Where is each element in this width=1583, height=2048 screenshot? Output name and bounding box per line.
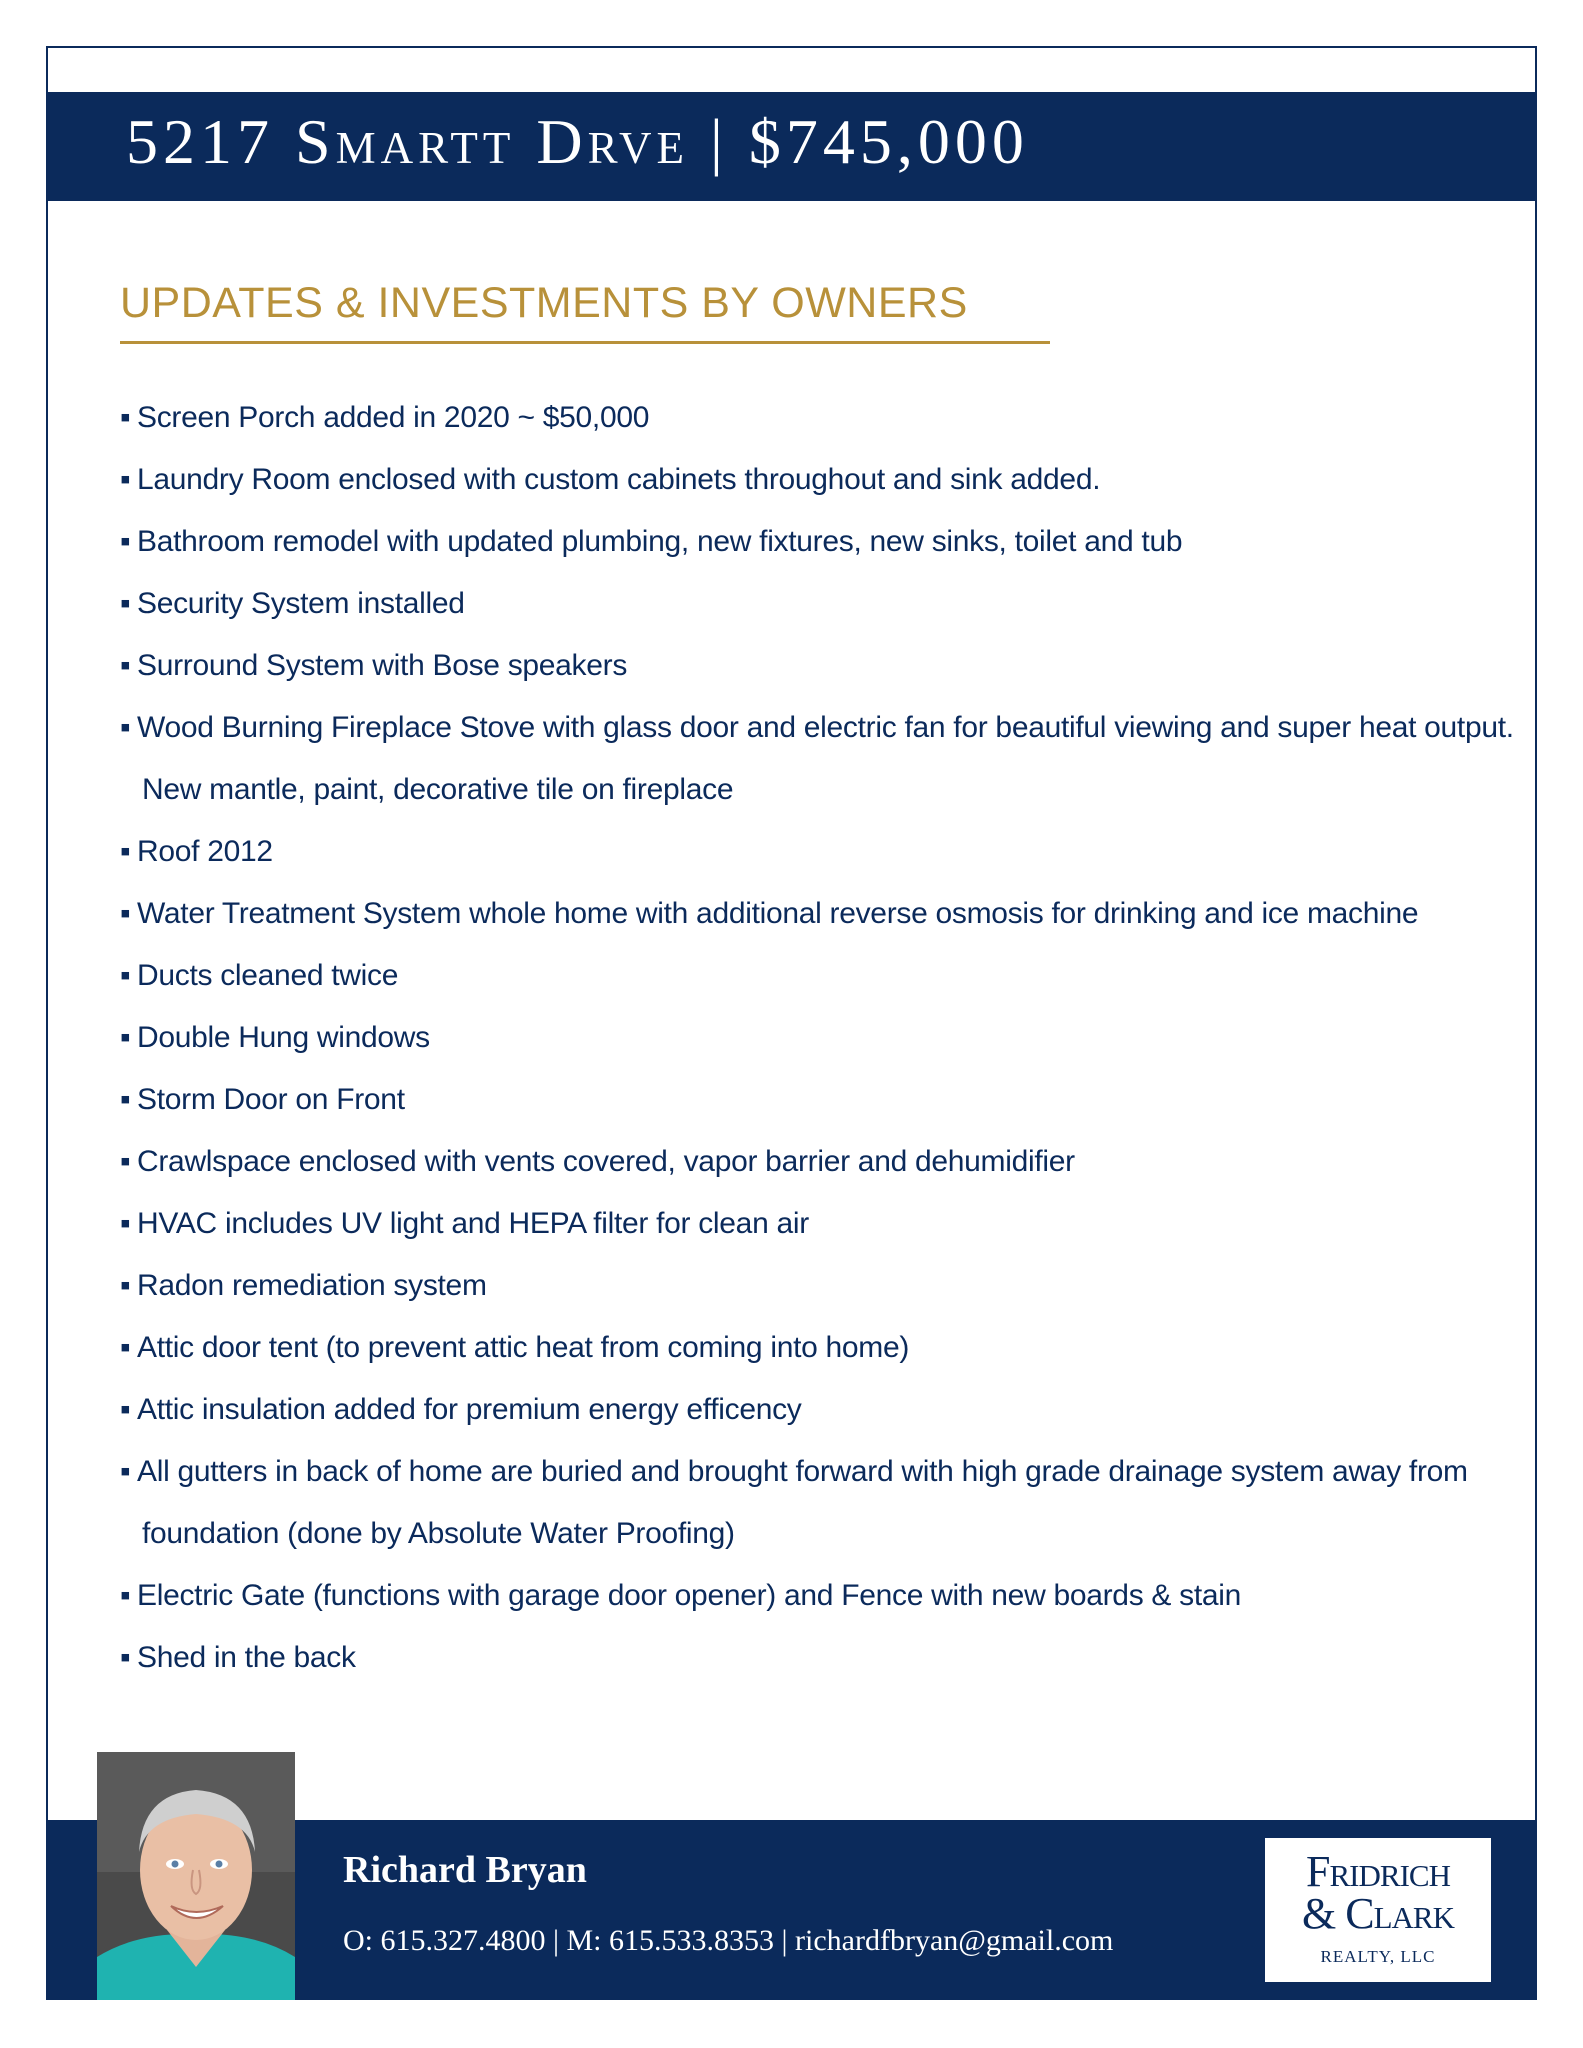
bullet-icon: ▪ <box>120 835 131 868</box>
list-item <box>120 1379 1460 1441</box>
list-item-text: Surround System with Bose speakers <box>137 649 628 682</box>
bullet-icon: ▪ <box>120 1207 131 1240</box>
list-item-text: Laundry Room enclosed with custom cabinets throughout and sink added. <box>137 463 1101 496</box>
list-item <box>120 573 1460 635</box>
list-item-text: Storm Door on Front <box>137 1083 405 1116</box>
list-item-text: Radon remediation system <box>137 1269 487 1302</box>
header-banner <box>46 92 1537 201</box>
agent-portrait-image <box>97 1752 295 2000</box>
list-item-text: All gutters in back of home are buried and brought forward with high grade drainage system away from <box>137 1455 1468 1488</box>
bullet-icon: ▪ <box>120 525 131 558</box>
bullet-icon: ▪ <box>120 711 131 744</box>
bullet-icon: ▪ <box>120 649 131 682</box>
list-item <box>120 1193 1460 1255</box>
list-item-text: Security System installed <box>137 587 465 620</box>
list-item <box>120 883 1460 945</box>
list-item <box>120 1131 1460 1193</box>
list-item-text: Attic door tent (to prevent attic heat from coming into home) <box>137 1331 910 1364</box>
list-item-text: Bathroom remodel with updated plumbing, new fixtures, new sinks, toilet and tub <box>137 525 1183 558</box>
list-item <box>120 1007 1460 1069</box>
list-item <box>120 1627 1460 1689</box>
updates-list <box>120 387 1514 1689</box>
list-item <box>120 945 1460 1007</box>
list-item-continuation: foundation (done by Absolute Water Proofing) <box>142 1517 735 1550</box>
bullet-icon: ▪ <box>120 1331 131 1364</box>
bullet-icon: ▪ <box>120 959 131 992</box>
agent-name: Richard Bryan <box>343 1849 587 1891</box>
list-item <box>120 635 1460 697</box>
list-item <box>120 1255 1460 1317</box>
company-logo <box>1265 1838 1491 1982</box>
list-item-text: Double Hung windows <box>137 1021 430 1054</box>
list-item <box>120 821 1460 883</box>
bullet-icon: ▪ <box>120 1083 131 1116</box>
list-item-text: Roof 2012 <box>137 835 273 868</box>
bullet-icon: ▪ <box>120 1579 131 1612</box>
list-item-text: Attic insulation added for premium energy efficency <box>137 1393 802 1426</box>
bullet-icon: ▪ <box>120 463 131 496</box>
list-item <box>120 387 1460 449</box>
bullet-icon: ▪ <box>120 401 131 434</box>
list-item <box>120 1441 1468 1565</box>
list-item-text: Shed in the back <box>137 1641 356 1674</box>
list-item-text: Screen Porch added in 2020 ~ $50,000 <box>137 401 650 434</box>
property-address: 5217 Smartt Drve <box>126 106 690 177</box>
bullet-icon: ▪ <box>120 1269 131 1302</box>
list-item <box>120 449 1460 511</box>
bullet-icon: ▪ <box>120 1393 131 1426</box>
bullet-icon: ▪ <box>120 1021 131 1054</box>
updates-section <box>120 280 1050 344</box>
logo-line-1: Fridrich <box>1306 1847 1450 1896</box>
section-heading: UPDATES & INVESTMENTS BY OWNERS <box>120 280 1050 344</box>
title-separator: | <box>689 106 749 177</box>
list-item-continuation: New mantle, paint, decorative tile on fireplace <box>142 773 734 806</box>
bullet-icon: ▪ <box>120 1641 131 1674</box>
list-item <box>120 1069 1460 1131</box>
bullet-icon: ▪ <box>120 897 131 930</box>
list-item-text: Water Treatment System whole home with additional reverse osmosis for drinking and ice machine <box>137 897 1419 930</box>
list-item <box>120 697 1514 821</box>
logo-line-2: & Clark <box>1302 1889 1454 1938</box>
list-item-text: HVAC includes UV light and HEPA filter for clean air <box>137 1207 809 1240</box>
agent-contact: O: 615.327.4800 | M: 615.533.8353 | richardfbryan@gmail.com <box>343 1924 1114 1957</box>
bullet-icon: ▪ <box>120 1455 131 1488</box>
bullet-icon: ▪ <box>120 1145 131 1178</box>
list-item <box>120 511 1460 573</box>
list-item-text: Ducts cleaned twice <box>137 959 399 992</box>
list-item-text: Crawlspace enclosed with vents covered, vapor barrier and dehumidifier <box>137 1145 1075 1178</box>
page-title <box>126 106 1029 177</box>
logo-line-3: REALTY, LLC <box>1320 1947 1436 1966</box>
list-item <box>120 1317 1460 1379</box>
agent-photo <box>97 1752 295 2000</box>
list-item-text: Electric Gate (functions with garage door opener) and Fence with new boards & stain <box>137 1579 1242 1612</box>
property-price: $745,000 <box>748 106 1029 177</box>
list-item-text: Wood Burning Fireplace Stove with glass door and electric fan for beautiful viewing and super heat output. <box>137 711 1514 744</box>
bullet-icon: ▪ <box>120 587 131 620</box>
list-item <box>120 1565 1460 1627</box>
